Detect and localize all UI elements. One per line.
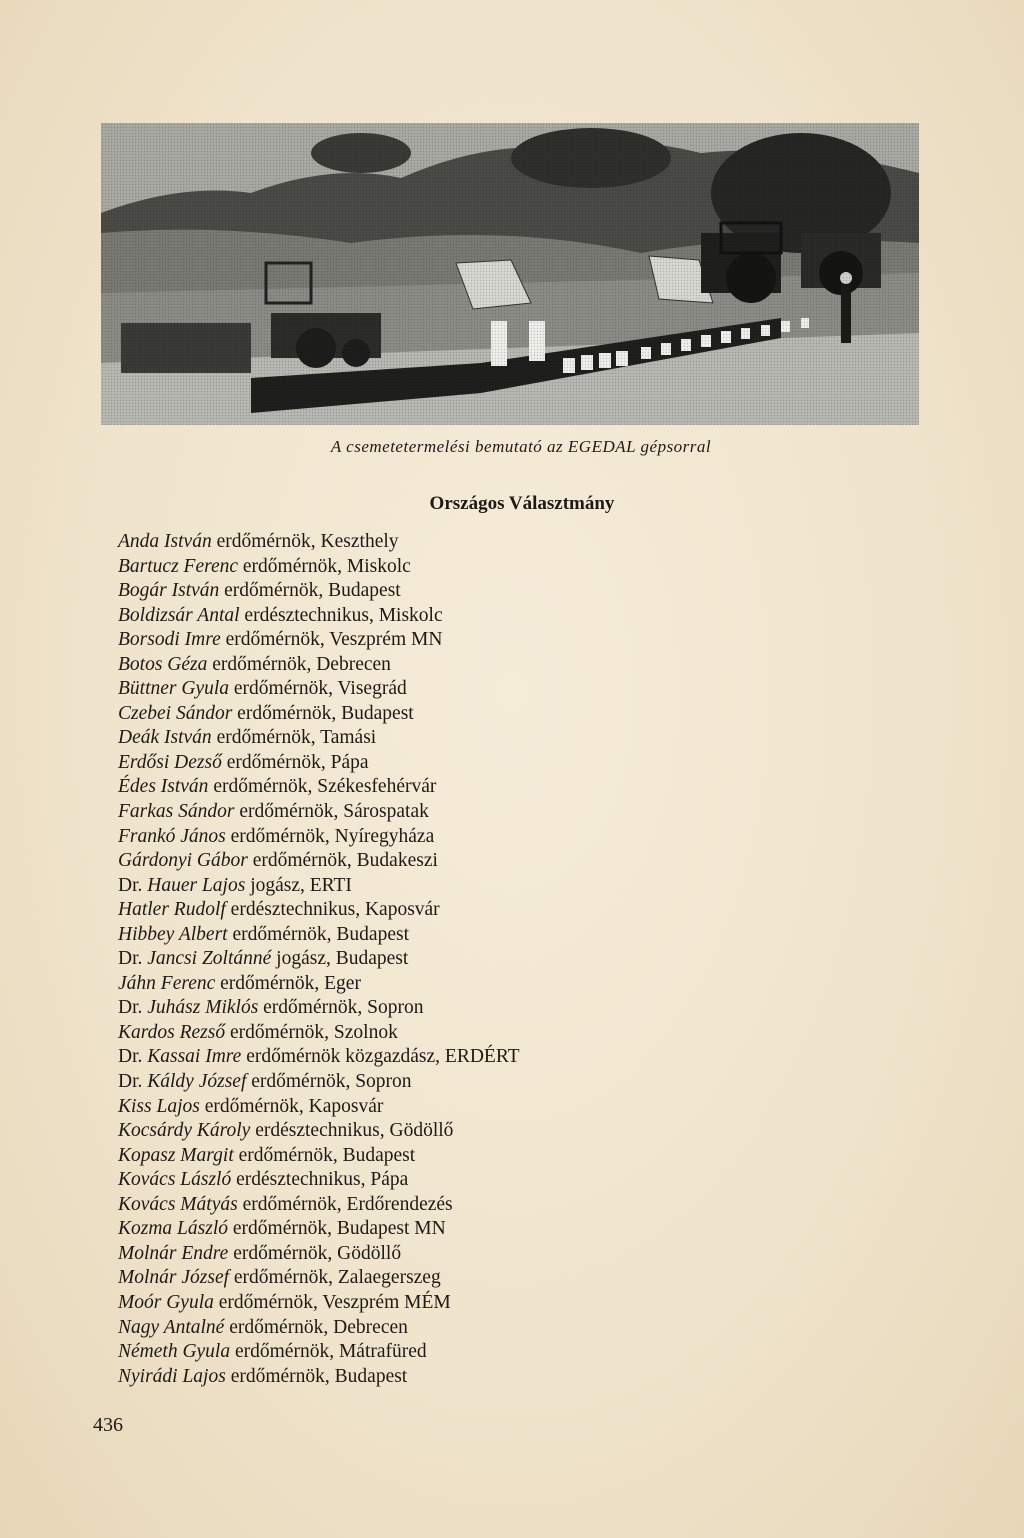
member-name: Nagy Antalné — [118, 1316, 225, 1338]
photograph-nursery-demonstration — [101, 123, 919, 425]
member-name: Hauer Lajos — [147, 874, 246, 896]
member-role: erdőmérnök, Keszthely — [216, 531, 399, 552]
list-item — [118, 1266, 520, 1291]
member-name: Nyirádi Lajos — [118, 1365, 226, 1387]
list-item — [118, 555, 520, 580]
member-name: Molnár József — [118, 1267, 230, 1289]
list-item — [118, 996, 520, 1021]
member-name: Borsodi Imre — [118, 629, 221, 651]
member-name: Kocsárdy Károly — [118, 1120, 251, 1142]
member-role: erdőmérnök, Miskolc — [242, 555, 411, 577]
member-prefix: Dr. — [118, 1046, 143, 1068]
list-item — [118, 1144, 520, 1169]
member-role: erdőmérnök, Szolnok — [229, 1021, 398, 1043]
list-item — [118, 800, 520, 825]
member-role: erdésztechnikus, Gödöllő — [255, 1120, 454, 1142]
member-name: Káldy József — [147, 1071, 247, 1093]
member-name: Bartucz Ferenc — [118, 555, 239, 577]
member-role: erdőmérnök, Budapest — [232, 923, 409, 945]
member-prefix: Dr. — [118, 948, 143, 970]
list-item — [118, 1193, 520, 1218]
list-item — [118, 972, 520, 997]
list-item — [118, 1291, 520, 1316]
member-name: Anda István — [118, 531, 212, 552]
member-name: Hatler Rudolf — [118, 899, 226, 921]
list-item — [118, 775, 520, 800]
member-name: Kovács Mátyás — [118, 1193, 238, 1215]
member-role: erdőmérnök, Sárospatak — [239, 801, 429, 823]
list-item — [118, 1365, 520, 1390]
member-role: jogász, ERTI — [250, 874, 352, 896]
list-item — [118, 1217, 520, 1242]
list-item — [118, 1316, 520, 1341]
member-role: erdőmérnök, Sopron — [263, 997, 424, 1019]
member-role: erdésztechnikus, Pápa — [236, 1169, 409, 1191]
member-role: erdőmérnök, Zalaegerszeg — [233, 1267, 441, 1289]
member-name: Bogár István — [118, 580, 220, 602]
list-item — [118, 702, 520, 727]
member-role: erdőmérnök, Veszprém MN — [225, 629, 443, 651]
member-name: Kardos Rezső — [118, 1021, 226, 1043]
member-name: Botos Géza — [118, 653, 208, 675]
member-role: erdőmérnök, Eger — [220, 972, 361, 994]
member-role: jogász, Budapest — [276, 948, 409, 970]
member-role: erdőmérnök, Székesfehérvár — [213, 776, 437, 798]
photo-caption: A csemetetermelési bemutató az EGEDAL gépsorral — [330, 437, 712, 456]
list-item — [118, 628, 520, 653]
member-list — [118, 530, 520, 1389]
list-item — [118, 947, 520, 972]
list-item — [118, 604, 520, 629]
member-name: Molnár Endre — [118, 1242, 229, 1264]
member-name: Büttner Gyula — [118, 678, 230, 700]
list-item — [118, 579, 520, 604]
list-item — [118, 1021, 520, 1046]
list-item — [118, 677, 520, 702]
member-role: erdőmérnök, Sopron — [251, 1071, 412, 1093]
list-item — [118, 1242, 520, 1267]
member-role: erdőmérnök, Budakeszi — [252, 850, 438, 872]
member-name: Kiss Lajos — [118, 1095, 200, 1117]
list-item — [118, 751, 520, 776]
member-role: erdőmérnök, Budapest — [230, 1365, 408, 1387]
list-item — [118, 1340, 520, 1365]
member-name: Juhász Miklós — [147, 997, 259, 1019]
member-name: Kovács László — [118, 1169, 232, 1191]
list-item — [118, 1070, 520, 1095]
list-item — [118, 726, 520, 751]
member-prefix: Dr. — [118, 874, 143, 896]
member-role: erdőmérnök, Kaposvár — [204, 1095, 384, 1117]
list-item — [118, 898, 520, 923]
list-item — [118, 530, 520, 555]
member-name: Hibbey Albert — [118, 923, 228, 945]
member-role: erdőmérnök, Pápa — [226, 751, 369, 773]
list-item — [118, 1095, 520, 1120]
member-name: Boldizsár Antal — [118, 604, 240, 626]
member-name: Németh Gyula — [118, 1341, 231, 1363]
member-name: Jáhn Ferenc — [118, 972, 216, 994]
list-item — [118, 653, 520, 678]
member-name: Kopasz Margit — [118, 1144, 234, 1166]
list-item — [118, 874, 520, 899]
member-role: erdésztechnikus, Kaposvár — [230, 899, 440, 921]
member-role: erdőmérnök közgazdász, ERDÉRT — [246, 1046, 520, 1068]
member-name: Gárdonyi Gábor — [118, 850, 248, 872]
member-role: erdőmérnök, Budapest — [238, 1144, 416, 1166]
member-name: Farkas Sándor — [118, 801, 235, 823]
list-item — [118, 825, 520, 850]
list-item — [118, 849, 520, 874]
member-role: erdőmérnök, Nyíregyháza — [230, 825, 435, 847]
list-item — [118, 1045, 520, 1070]
member-role: erdésztechnikus, Miskolc — [244, 604, 443, 626]
member-role: erdőmérnök, Debrecen — [212, 653, 391, 675]
member-role: erdőmérnök, Debrecen — [229, 1316, 408, 1338]
section-heading: Országos Választmány — [429, 493, 615, 514]
member-role: erdőmérnök, Budapest — [237, 702, 414, 724]
member-role: erdőmérnök, Budapest MN — [232, 1218, 446, 1240]
member-name: Frankó János — [118, 825, 226, 847]
member-prefix: Dr. — [118, 1071, 143, 1093]
member-name: Moór Gyula — [118, 1291, 214, 1313]
member-name: Deák István — [118, 727, 212, 749]
member-name: Édes István — [118, 776, 209, 798]
member-role: erdőmérnök, Gödöllő — [233, 1242, 402, 1264]
member-role: erdőmérnök, Visegrád — [233, 678, 407, 700]
member-name: Kozma László — [118, 1218, 228, 1240]
member-name: Erdősi Dezső — [118, 751, 222, 773]
list-item — [118, 1119, 520, 1144]
member-name: Czebei Sándor — [118, 702, 233, 724]
member-name: Jancsi Zoltánné — [147, 948, 272, 970]
page-number: 436 — [93, 1414, 123, 1436]
member-prefix: Dr. — [118, 997, 143, 1019]
photo-illustration — [101, 123, 919, 425]
member-role: erdőmérnök, Mátrafüred — [234, 1341, 427, 1363]
member-role: erdőmérnök, Budapest — [224, 580, 401, 602]
member-role: erdőmérnök, Veszprém MÉM — [218, 1291, 451, 1313]
list-item — [118, 923, 520, 948]
member-name: Kassai Imre — [147, 1046, 242, 1068]
member-role: erdőmérnök, Tamási — [216, 727, 377, 749]
list-item — [118, 1168, 520, 1193]
member-role: erdőmérnök, Erdőrendezés — [242, 1193, 453, 1215]
